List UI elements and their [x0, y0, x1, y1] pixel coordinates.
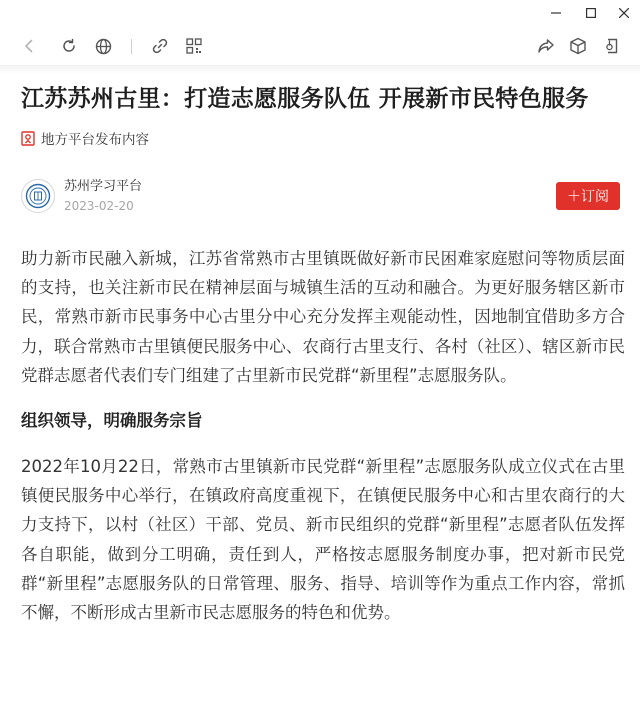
author-name[interactable]: 苏州学习平台 [64, 178, 143, 194]
cube-icon [569, 37, 587, 55]
minimize-icon [551, 8, 561, 18]
copy-link-button[interactable] [148, 34, 172, 58]
avatar[interactable] [21, 179, 55, 213]
refresh-icon [61, 38, 77, 54]
toolbar-shadow [0, 66, 640, 74]
close-button[interactable] [610, 2, 638, 24]
subscribe-button[interactable]: ＋订阅 [556, 182, 620, 210]
qrcode-button[interactable] [182, 34, 206, 58]
qrcode-icon [186, 38, 202, 54]
globe-icon [95, 38, 112, 55]
refresh-button[interactable] [57, 34, 81, 58]
maximize-button[interactable] [577, 2, 605, 24]
back-arrow-icon [21, 38, 37, 54]
exit-button[interactable] [599, 34, 623, 58]
article-paragraph: 助力新市民融入新城，江苏省常熟市古里镇既做好新市民困难家庭慰问等物质层面的支持，也关注新市民在精神层面与城镇生活的互动和融合。为更好服务辖区新市民，常熟市新市民事务中心古里分中心充分发挥主观能动性，因地制宜借助多方合力，联合常熟市古里镇便民服务中心、农商行古里支行、各村（社区）、辖区新市民党群志愿者代表们专门组建了古里新市民党群“新里程”志愿服务队。 [21, 249, 625, 385]
browser-toolbar [0, 26, 640, 66]
author-block [21, 176, 142, 216]
publish-date: 2023-02-20 [64, 198, 134, 213]
article-title: 江苏苏州古里：打造志愿服务队伍 开展新市民特色服务 [21, 86, 589, 112]
emblem-icon [25, 183, 51, 209]
share-button[interactable] [534, 34, 558, 58]
article-body [21, 244, 625, 627]
close-icon [619, 8, 629, 18]
share-icon [537, 37, 555, 55]
toolbar-separator [131, 39, 132, 54]
window-titlebar [0, 0, 640, 26]
maximize-icon [586, 8, 596, 18]
cube-button[interactable] [566, 34, 590, 58]
section-heading: 组织领导，明确服务宗旨 [21, 411, 203, 431]
article-paragraph: 2022年10月22日，常熟市古里镇新市民党群“新里程”志愿服务队成立仪式在古里镇便民服务中心举行，在镇政府高度重视下，在镇便民服务中心和古里农商行的大力支持下，以村（社区）干部、党员、新市民组织的党群“新里程”志愿者队伍发挥各自职能，做到分工明确，责任到人，严格按志愿服务制度办事，把对新市民党群“新里程”志愿服务队的日常管理、服务、指导、培训等作为重点工作内容，常抓不懈，不断形成古里新市民志愿服务的特色和优势。 [21, 457, 625, 623]
open-in-browser-button[interactable] [91, 34, 115, 58]
badge-icon [21, 131, 35, 146]
back-button[interactable] [17, 34, 41, 58]
link-icon [151, 37, 169, 55]
exit-icon [602, 37, 620, 55]
source-label: 地方平台发布内容 [41, 132, 149, 148]
source-tag [21, 128, 149, 148]
minimize-button[interactable] [542, 2, 570, 24]
